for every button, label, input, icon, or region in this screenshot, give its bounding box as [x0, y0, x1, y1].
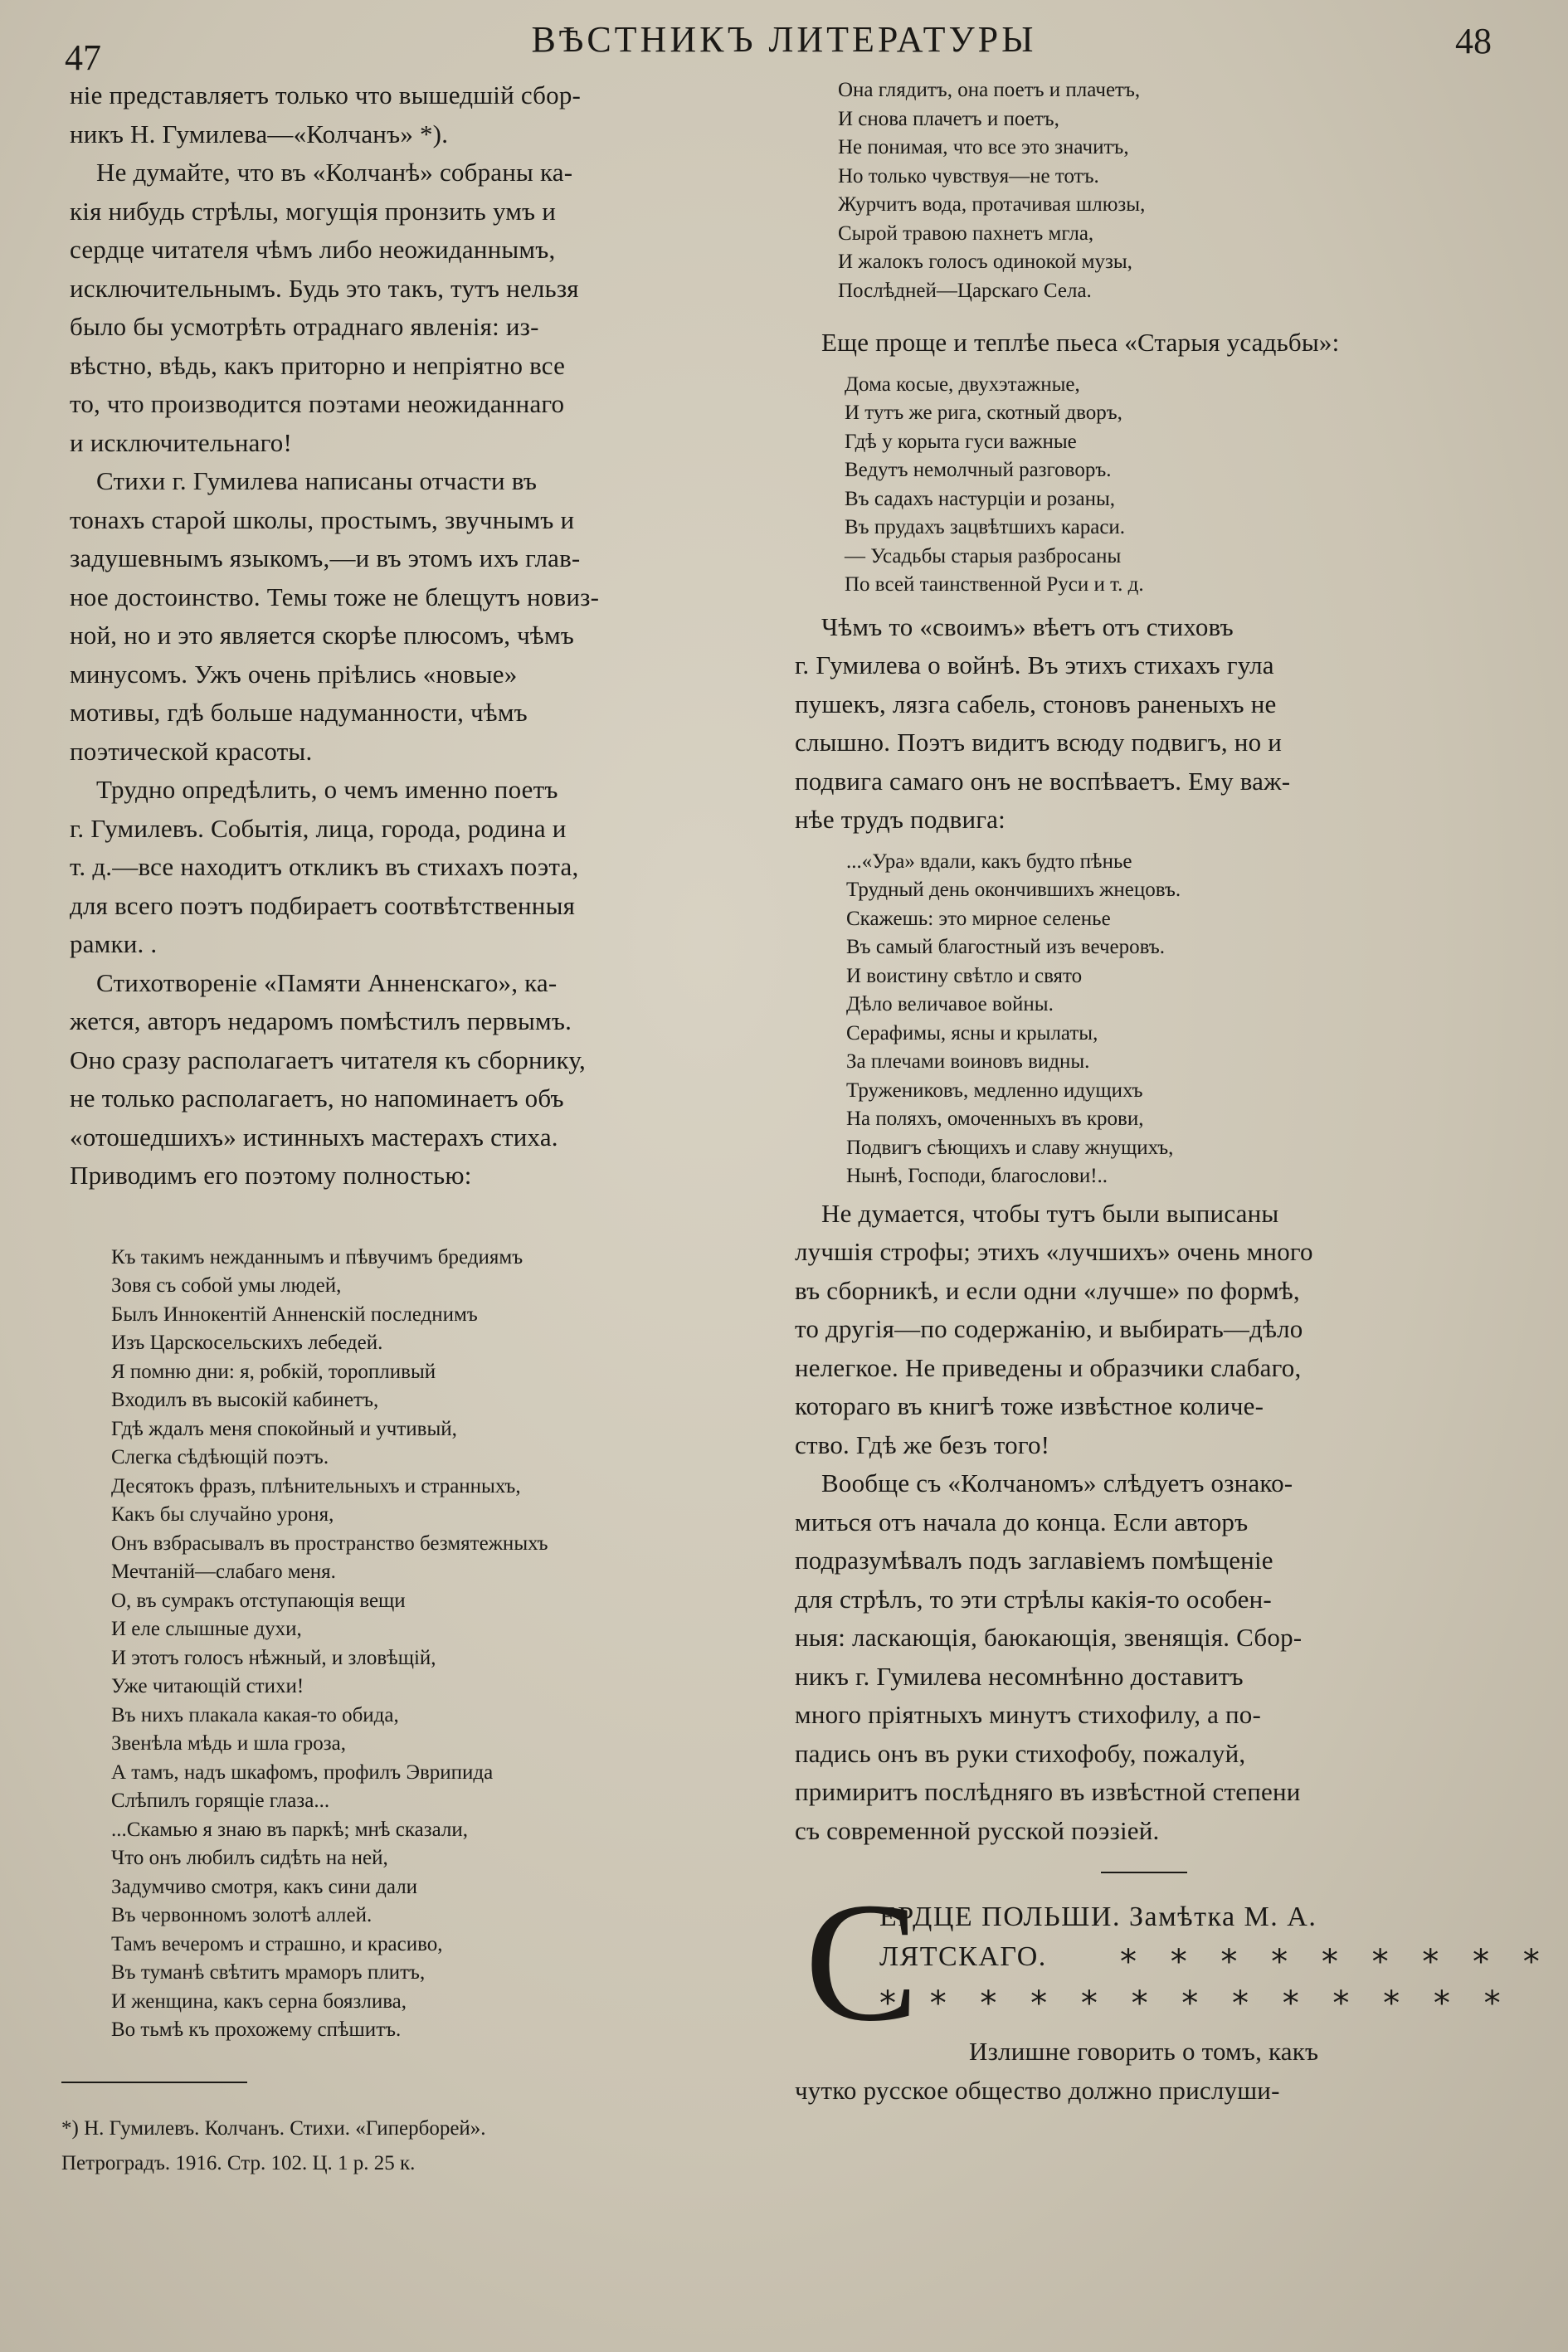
text-line: подвига самаго онъ не воспѣваетъ. Ему важ-: [795, 766, 1291, 796]
poem-line: Какъ бы случайно уроня,: [111, 1503, 334, 1526]
poem-line: Слегка сѣдѣющій поэтъ.: [111, 1446, 329, 1468]
text-line: минусомъ. Ужъ очень пріѣлись «новые»: [70, 659, 518, 689]
text-line: Приводимъ его поэтому полностью:: [70, 1161, 472, 1190]
paragraph: [70, 76, 750, 153]
poem-line: Что онъ любилъ сидѣть на ней,: [111, 1847, 388, 1869]
poem-line: Звенѣла мѣдь и шла гроза,: [111, 1732, 346, 1755]
paragraph: [795, 1464, 1493, 1850]
text-line: т. д.—все находитъ откликъ въ стихахъ поэта,: [70, 852, 579, 881]
text-line: нелегкое. Не приведены и образчики слабаго,: [795, 1352, 1302, 1382]
text-line: нѣе трудъ подвига:: [795, 805, 1006, 834]
text-line: лучшія строфы; этихъ «лучшихъ» очень много: [795, 1237, 1313, 1266]
text-line: никъ г. Гумилева несомнѣнно доставитъ: [795, 1661, 1244, 1691]
text-line: задушевнымъ языкомъ,—и въ этомъ ихъ глав-: [70, 543, 581, 572]
text-line: рамки. .: [70, 929, 158, 958]
poem-line: И тутъ же рига, скотный дворъ,: [845, 402, 1122, 424]
poem-line: И этотъ голосъ нѣжный, и зловѣщій,: [111, 1646, 436, 1669]
text-line: ное достоинство. Темы тоже не блещутъ новиз-: [70, 582, 600, 611]
poem-annensky: [111, 1244, 750, 2045]
poem-line: Слѣпилъ горящіе глаза...: [111, 1790, 330, 1812]
poem-line: ...Скамью я знаю въ паркѣ; мнѣ сказали,: [111, 1818, 468, 1841]
footnote-rule: [61, 2082, 247, 2083]
text-line: кія нибудь стрѣлы, могущія пронзить умъ и: [70, 196, 557, 226]
text-line: вѣстно, вѣдь, какъ приторно и непріятно все: [70, 350, 566, 380]
poem-line: Въ самый благостный изъ вечеровъ.: [846, 936, 1166, 958]
text-line: ство. Гдѣ же безъ того!: [795, 1429, 1050, 1459]
text-line: сердце читателя чѣмъ либо неожиданнымъ,: [70, 235, 556, 264]
poem-line: Я помню дни: я, робкій, торопливый: [111, 1360, 436, 1383]
text-line: ной, но и это является скорѣе плюсомъ, чѣмъ: [70, 621, 575, 650]
poem-line: Зовя съ собой умы людей,: [111, 1274, 342, 1297]
text-line: слышно. Поэтъ видитъ всюду подвигъ, но и: [795, 728, 1283, 757]
text-line: мотивы, гдѣ больше надуманности, чѣмъ: [70, 698, 528, 727]
poem-line: Тружениковъ, медленно идущихъ: [846, 1079, 1143, 1102]
text-line: и исключительнаго!: [70, 427, 293, 457]
ornament-stars-1: * * * * * * * * *: [1120, 1943, 1551, 1981]
poem-line: Послѣдней—Царскаго Села.: [838, 279, 1092, 302]
poem-line: Серафимы, ясны и крылаты,: [846, 1021, 1098, 1045]
text-line: подразумѣвалъ подъ заглавіемъ помѣщеніе: [795, 1546, 1273, 1575]
text-line: для всего поэтъ подбираетъ соотвѣтственныя: [70, 890, 576, 920]
poem-line: И еле слышные духи,: [111, 1618, 302, 1640]
poem-line: Трудный день окончившихъ жнецовъ.: [846, 879, 1181, 901]
paragraph: [795, 324, 1493, 363]
poem-line: Гдѣ ждалъ меня спокойный и учтивый,: [111, 1417, 457, 1440]
text-line: котораго въ книгѣ тоже извѣстное количе-: [795, 1391, 1264, 1420]
paragraph: [795, 608, 1493, 840]
poem-line: Въ нихъ плакала какая-то обида,: [111, 1703, 399, 1726]
poem-line: И женщина, какъ серна боязлива,: [111, 1989, 407, 2013]
poem-line: Ведутъ немолчный разговоръ.: [845, 459, 1112, 481]
poem-line: Тамъ вечеромъ и страшно, и красиво,: [111, 1932, 443, 1955]
poem-line: ...«Ура» вдали, какъ будто пѣнье: [846, 850, 1132, 873]
poem-line: Онъ взбрасывалъ въ пространство безмятежныхъ: [111, 1531, 548, 1555]
poem-line: Нынѣ, Господи, благослови!..: [846, 1165, 1108, 1187]
poem-war: [846, 848, 1493, 1191]
poem-line: Она глядитъ, она поетъ и плачетъ,: [838, 79, 1141, 101]
poem-line: И жалокъ голосъ одинокой музы,: [838, 251, 1132, 273]
text-line: съ современной русской поэзіей.: [795, 1815, 1160, 1845]
page-header: [0, 8, 1568, 78]
paragraph: [70, 964, 750, 1195]
poem-line: Не понимая, что все это значитъ,: [838, 136, 1129, 158]
drop-cap: С: [805, 1867, 919, 2057]
text-line: г. Гумилевъ. Событія, лица, города, родина и: [70, 813, 567, 843]
poem-line: Дома косые, двухэтажные,: [845, 373, 1080, 396]
poem-line: Гдѣ у корыта гуси важные: [845, 430, 1077, 453]
text-line: тонахъ старой школы, простымъ, звучнымъ и: [70, 504, 575, 534]
section-rule: [1101, 1872, 1187, 1873]
poem-line: Но только чувствуя—не тотъ.: [838, 164, 1099, 187]
paragraph: [70, 153, 750, 462]
poem-line: За плечами воиновъ видны.: [846, 1050, 1090, 1073]
text-line: исключительнымъ. Будь это такъ, тутъ нельзя: [70, 273, 579, 303]
left-prose: [70, 76, 750, 1195]
intro-old-estates: [795, 324, 1493, 363]
poem-line: Къ такимъ нежданнымъ и пѣвучимъ бредиямъ: [111, 1245, 523, 1269]
poem-line: Въ прудахъ зацвѣтшихъ караси.: [845, 516, 1126, 538]
text-line: ніе представляетъ только что вышедшій сбор-: [70, 80, 582, 110]
text-line: падись онъ въ руки стихофобу, пожалуй,: [795, 1738, 1246, 1768]
text-line: поэтической красоты.: [70, 736, 313, 766]
right-column: [795, 76, 1551, 2110]
poem-line: Уже читающій стихи!: [111, 1675, 304, 1697]
text-line: ныя: ласкающія, баюкающія, звенящія. Сбор-: [795, 1623, 1303, 1652]
text-line: *) Н. Гумилевъ. Колчанъ. Стихи. «Гиперборей».: [61, 2116, 486, 2140]
poem-line: И снова плачетъ и поетъ,: [838, 107, 1059, 130]
text-line: никъ Н. Гумилева—«Колчанъ» *).: [70, 119, 449, 149]
text-line: Стихи г. Гумилева написаны отчасти въ: [96, 466, 538, 495]
journal-title: ВѢСТНИКЪ ЛИТЕРАТУРЫ: [531, 19, 1037, 60]
war-poems-paragraph: [795, 608, 1493, 840]
text-line: Трудно опредѣлить, о чемъ именно поетъ: [96, 775, 558, 804]
poem-line: Задумчиво смотря, какъ сини дали: [111, 1875, 418, 1898]
text-line: г. Гумилева о войнѣ. Въ этихъ стихахъ гула: [795, 650, 1274, 679]
text-line: много пріятныхъ минутъ стихофилу, а по-: [795, 1700, 1262, 1729]
poem-line: Входилъ въ высокій кабинетъ,: [111, 1389, 379, 1411]
poem-line: Изъ Царскосельскихъ лебедей.: [111, 1332, 383, 1354]
poem-line: А тамъ, надъ шкафомъ, профилъ Эврипида: [111, 1760, 494, 1784]
poem-line: Въ садахъ настурціи и розаны,: [845, 487, 1116, 510]
poem-line: Былъ Иннокентій Анненскій последнимъ: [111, 1303, 478, 1326]
footnote: [61, 2111, 750, 2181]
page-number-right: 48: [1455, 21, 1492, 61]
text-line: было бы усмотрѣть отраднаго явленія: из-: [70, 312, 539, 341]
section-title-line2: ЛЯТСКАГО.: [879, 1941, 1047, 1972]
paragraph: [70, 462, 750, 771]
text-line: чутко русское общество должно прислуши-: [795, 2075, 1280, 2105]
text-line: Не думается, чтобы тутъ были выписаны: [821, 1198, 1279, 1228]
paragraph: [795, 1195, 1493, 1465]
text-line: Еще проще и теплѣе пьеса «Старыя усадьбы»:: [821, 328, 1340, 357]
poem-line: Подвигъ сѣющихъ и славу жнущихъ,: [846, 1136, 1174, 1159]
poem-line: Скажешь: это мирное селенье: [846, 907, 1111, 930]
poem-line: О, въ сумракъ отступающія вещи: [111, 1589, 406, 1612]
poem-line: На поляхъ, омоченныхъ въ крови,: [846, 1108, 1144, 1130]
text-line: «отошедшихъ» истинныхъ мастерахъ стиха.: [70, 1122, 558, 1152]
poem-line: — Усадьбы старыя разбросаны: [845, 544, 1122, 567]
poem-line: Мечтаній—слабаго меня.: [111, 1561, 336, 1583]
text-line: то другія—по содержанію, и выбирать—дѣло: [795, 1314, 1303, 1343]
text-line: жется, авторъ недаромъ помѣстилъ первымъ.: [70, 1006, 572, 1035]
text-line: не только располагаетъ, но напоминаетъ объ: [70, 1083, 564, 1113]
poem-line: Десятокъ фразъ, плѣнительныхъ и странныхъ,: [111, 1474, 521, 1497]
text-line: для стрѣлъ, то эти стрѣлы какія-то особен-: [795, 1584, 1272, 1614]
text-line: Стихотвореніе «Памяти Анненскаго», ка-: [96, 967, 558, 997]
section-title-line1: ЕРДЦЕ ПОЛЬШИ. Замѣтка М. А.: [879, 1902, 1317, 1932]
poem-line: Журчитъ вода, протачивая шлюзы,: [838, 193, 1146, 216]
poem-line: Дѣло величавое войны.: [846, 993, 1054, 1015]
poem-line: И воистину свѣтло и свято: [846, 964, 1083, 987]
text-line: Не думайте, что въ «Колчанѣ» собраны ка-: [96, 158, 573, 187]
page-number-left: 47: [65, 37, 101, 78]
poem-old-estates: [845, 371, 1493, 600]
poem-continuation: [838, 76, 1493, 305]
text-line: миться отъ начала до конца. Если авторъ: [795, 1507, 1249, 1536]
text-line: Вообще съ «Колчаномъ» слѣдуетъ ознако-: [821, 1468, 1293, 1497]
text-line: Оно сразу располагаетъ читателя къ сборнику,: [70, 1045, 586, 1074]
ornament-stars-2: * * * * * * * * * * * * *: [879, 1984, 1512, 2023]
text-line: Петроградъ. 1916. Стр. 102. Ц. 1 р. 25 к.: [61, 2151, 416, 2174]
text-line: въ сборникѣ, и если одни «лучше» по формѣ,: [795, 1275, 1300, 1305]
poem-line: Въ туманѣ свѣтитъ мраморъ плитъ,: [111, 1961, 426, 1984]
poem-line: Во тьмѣ къ прохожему спѣшитъ.: [111, 2018, 402, 2041]
text-line: примиритъ послѣдняго въ извѣстной степени: [795, 1777, 1301, 1806]
paragraph: [70, 771, 750, 964]
text-line: то, что производится поэтами неожиданнаго: [70, 389, 565, 418]
poem-line: Сырой травою пахнетъ мгла,: [838, 222, 1094, 245]
left-column: [61, 76, 750, 2181]
text-line: Излишне говорить о томъ, какъ: [969, 2037, 1319, 2066]
section-heading: [795, 1867, 1551, 2086]
poem-line: По всей таинственной Руси и т. д.: [845, 573, 1144, 596]
right-prose: [795, 1195, 1493, 1851]
poem-line: Въ червонномъ золотѣ аллей.: [111, 1904, 373, 1926]
text-line: Чѣмъ то «своимъ» вѣетъ отъ стиховъ: [821, 611, 1234, 641]
text-line: пушекъ, лязга сабель, стоновъ раненыхъ не: [795, 689, 1277, 718]
